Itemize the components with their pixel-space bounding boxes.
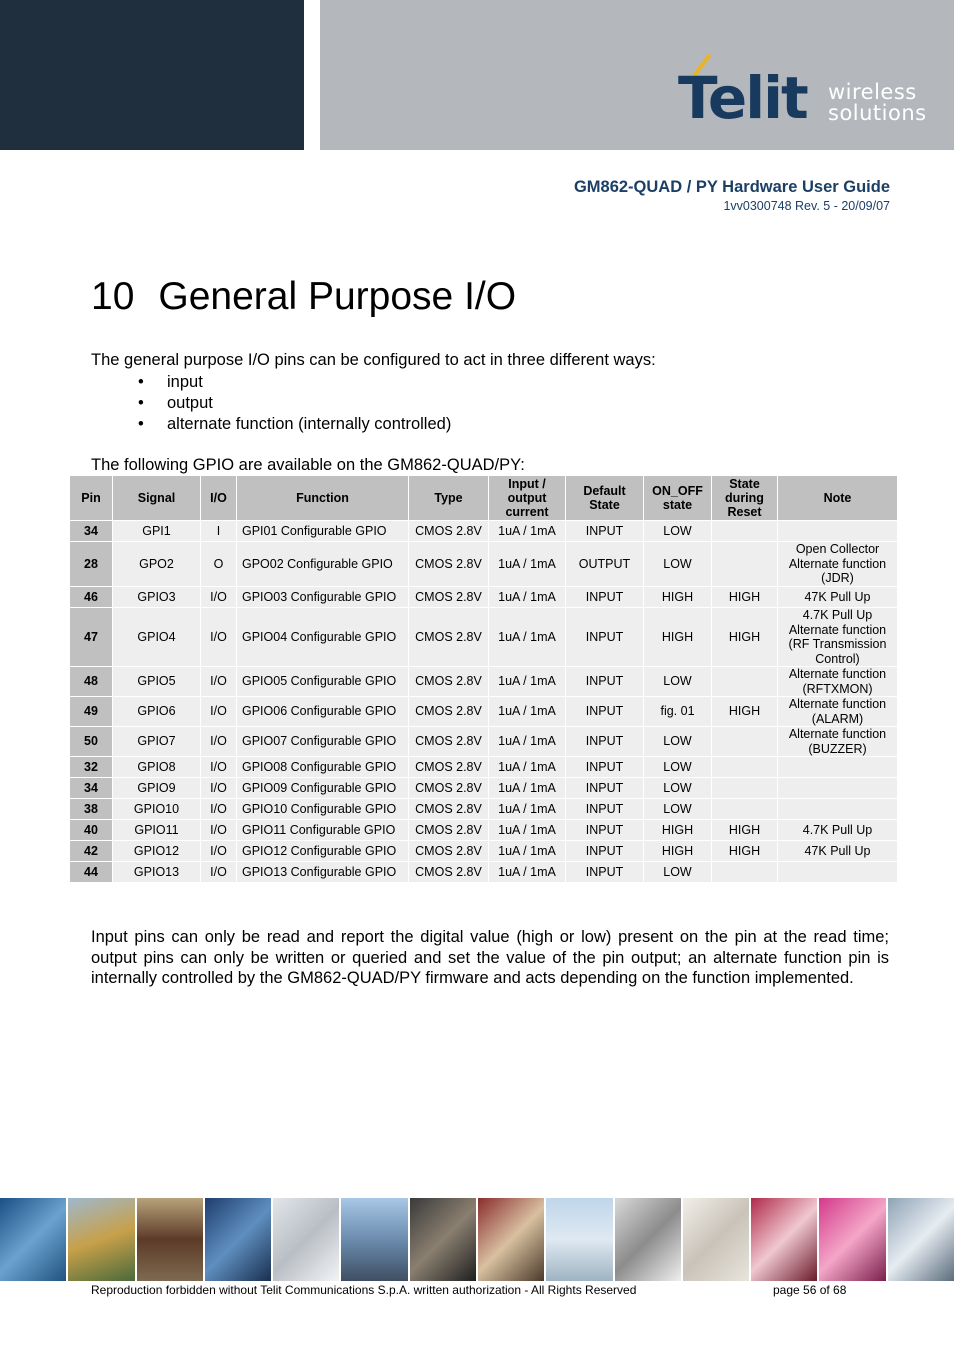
logo-tagline (828, 82, 927, 124)
io-cell: I/O (201, 862, 237, 883)
function-cell: GPIO06 Configurable GPIO (237, 697, 409, 727)
bullet-icon: • (138, 373, 144, 391)
type-cell: CMOS 2.8V (409, 587, 489, 608)
reset-state-cell (712, 542, 778, 587)
col-header-io: I/O (201, 476, 237, 521)
default-state-cell: INPUT (566, 667, 644, 697)
io-cell: I/O (201, 587, 237, 608)
io-cell: I/O (201, 799, 237, 820)
io-cell: I/O (201, 820, 237, 841)
col-header-current: Input / output current (489, 476, 566, 521)
default-state-cell: INPUT (566, 778, 644, 799)
footer-photo-strip (0, 1198, 954, 1281)
onoff-state-cell: LOW (644, 542, 712, 587)
io-cell: O (201, 542, 237, 587)
pin-cell: 44 (70, 862, 113, 883)
default-state-cell: INPUT (566, 757, 644, 778)
pin-cell: 40 (70, 820, 113, 841)
io-cell: I/O (201, 697, 237, 727)
onoff-state-cell: LOW (644, 799, 712, 820)
function-cell: GPO02 Configurable GPIO (237, 542, 409, 587)
onoff-state-cell: fig. 01 (644, 697, 712, 727)
reset-state-cell (712, 757, 778, 778)
io-cell: I/O (201, 778, 237, 799)
signal-cell: GPIO4 (113, 608, 201, 667)
col-header-pin: Pin (70, 476, 113, 521)
io-cell: I/O (201, 608, 237, 667)
col-header-signal: Signal (113, 476, 201, 521)
table-row (70, 841, 898, 862)
current-cell: 1uA / 1mA (489, 521, 566, 542)
logo-wordmark: Telit (678, 64, 807, 132)
type-cell: CMOS 2.8V (409, 608, 489, 667)
section-number: 10 (91, 275, 135, 318)
header-gray-panel (320, 0, 954, 150)
col-header-note: Note (778, 476, 898, 521)
function-cell: GPI01 Configurable GPIO (237, 521, 409, 542)
note-cell: 47K Pull Up (778, 587, 898, 608)
reset-state-cell (712, 799, 778, 820)
photo-tile (683, 1198, 749, 1281)
table-row (70, 757, 898, 778)
pin-cell: 42 (70, 841, 113, 862)
note-cell: 47K Pull Up (778, 841, 898, 862)
table-row (70, 697, 898, 727)
current-cell: 1uA / 1mA (489, 608, 566, 667)
note-cell (778, 757, 898, 778)
reset-state-cell (712, 862, 778, 883)
pin-cell: 50 (70, 727, 113, 757)
reset-state-cell (712, 667, 778, 697)
type-cell: CMOS 2.8V (409, 667, 489, 697)
type-cell: CMOS 2.8V (409, 778, 489, 799)
note-cell: Alternate function (ALARM) (778, 697, 898, 727)
type-cell: CMOS 2.8V (409, 727, 489, 757)
pin-cell: 34 (70, 778, 113, 799)
photo-tile (546, 1198, 612, 1281)
pin-cell: 48 (70, 667, 113, 697)
default-state-cell: INPUT (566, 820, 644, 841)
mode-list (138, 372, 451, 435)
onoff-state-cell: LOW (644, 521, 712, 542)
pin-cell: 28 (70, 542, 113, 587)
default-state-cell: INPUT (566, 727, 644, 757)
default-state-cell: OUTPUT (566, 542, 644, 587)
default-state-cell: INPUT (566, 862, 644, 883)
pin-cell: 32 (70, 757, 113, 778)
current-cell: 1uA / 1mA (489, 820, 566, 841)
io-cell: I/O (201, 727, 237, 757)
note-cell: 4.7K Pull Up Alternate function (RF Transmission Control) (778, 608, 898, 667)
onoff-state-cell: LOW (644, 757, 712, 778)
onoff-state-cell: HIGH (644, 841, 712, 862)
document-title: GM862-QUAD / PY Hardware User Guide (573, 178, 890, 196)
signal-cell: GPIO12 (113, 841, 201, 862)
note-cell: 4.7K Pull Up (778, 820, 898, 841)
onoff-state-cell: HIGH (644, 587, 712, 608)
signal-cell: GPO2 (113, 542, 201, 587)
table-row (70, 727, 898, 757)
reset-state-cell: HIGH (712, 697, 778, 727)
note-cell: Alternate function (RFTXMON) (778, 667, 898, 697)
section-title: General Purpose I/O (158, 275, 517, 318)
bullet-icon: • (138, 394, 144, 412)
table-row (70, 521, 898, 542)
table-header-row (70, 476, 898, 521)
photo-tile (0, 1198, 66, 1281)
photo-tile (341, 1198, 407, 1281)
onoff-state-cell: LOW (644, 862, 712, 883)
signal-cell: GPIO7 (113, 727, 201, 757)
type-cell: CMOS 2.8V (409, 820, 489, 841)
function-cell: GPIO13 Configurable GPIO (237, 862, 409, 883)
reset-state-cell (712, 521, 778, 542)
io-cell: I/O (201, 667, 237, 697)
document-revision: 1vv0300748 Rev. 5 - 20/09/07 (723, 199, 890, 213)
col-header-function: Function (237, 476, 409, 521)
io-cell: I (201, 521, 237, 542)
table-intro: The following GPIO are available on the GM862-QUAD/PY: (91, 456, 525, 474)
list-item: • alternate function (internally controlled) (138, 415, 452, 433)
function-cell: GPIO07 Configurable GPIO (237, 727, 409, 757)
function-cell: GPIO10 Configurable GPIO (237, 799, 409, 820)
table-row (70, 778, 898, 799)
photo-tile (205, 1198, 271, 1281)
table-row (70, 799, 898, 820)
photo-tile (410, 1198, 476, 1281)
current-cell: 1uA / 1mA (489, 587, 566, 608)
io-cell: I/O (201, 841, 237, 862)
table-row (70, 667, 898, 697)
table-row (70, 542, 898, 587)
photo-tile (478, 1198, 544, 1281)
current-cell: 1uA / 1mA (489, 542, 566, 587)
signal-cell: GPI1 (113, 521, 201, 542)
type-cell: CMOS 2.8V (409, 757, 489, 778)
type-cell: CMOS 2.8V (409, 841, 489, 862)
function-cell: GPIO11 Configurable GPIO (237, 820, 409, 841)
pin-cell: 49 (70, 697, 113, 727)
logo-tagline-line2: solutions (828, 101, 927, 125)
signal-cell: GPIO5 (113, 667, 201, 697)
default-state-cell: INPUT (566, 799, 644, 820)
type-cell: CMOS 2.8V (409, 697, 489, 727)
gpio-table-body (70, 521, 898, 883)
function-cell: GPIO04 Configurable GPIO (237, 608, 409, 667)
signal-cell: GPIO13 (113, 862, 201, 883)
default-state-cell: INPUT (566, 521, 644, 542)
note-cell (778, 778, 898, 799)
type-cell: CMOS 2.8V (409, 862, 489, 883)
photo-tile (615, 1198, 681, 1281)
note-cell: Alternate function (BUZZER) (778, 727, 898, 757)
reset-state-cell: HIGH (712, 841, 778, 862)
logo-tagline-line1: wireless (828, 80, 917, 104)
default-state-cell: INPUT (566, 587, 644, 608)
function-cell: GPIO03 Configurable GPIO (237, 587, 409, 608)
intro-paragraph: The general purpose I/O pins can be configured to act in three different ways: (91, 351, 656, 369)
pin-cell: 47 (70, 608, 113, 667)
type-cell: CMOS 2.8V (409, 542, 489, 587)
pin-cell: 46 (70, 587, 113, 608)
note-cell (778, 799, 898, 820)
onoff-state-cell: LOW (644, 778, 712, 799)
bullet-icon: • (138, 415, 144, 433)
current-cell: 1uA / 1mA (489, 862, 566, 883)
photo-tile (68, 1198, 134, 1281)
col-header-reset-state: State during Reset (712, 476, 778, 521)
signal-cell: GPIO11 (113, 820, 201, 841)
current-cell: 1uA / 1mA (489, 841, 566, 862)
photo-tile (273, 1198, 339, 1281)
default-state-cell: INPUT (566, 841, 644, 862)
note-cell (778, 521, 898, 542)
table-row (70, 587, 898, 608)
default-state-cell: INPUT (566, 697, 644, 727)
col-header-default-state: Default State (566, 476, 644, 521)
photo-tile (819, 1198, 885, 1281)
col-header-type: Type (409, 476, 489, 521)
list-item: • output (138, 394, 213, 412)
current-cell: 1uA / 1mA (489, 778, 566, 799)
reset-state-cell (712, 778, 778, 799)
current-cell: 1uA / 1mA (489, 697, 566, 727)
note-cell (778, 862, 898, 883)
current-cell: 1uA / 1mA (489, 667, 566, 697)
onoff-state-cell: LOW (644, 727, 712, 757)
page-number: page 56 of 68 (773, 1283, 847, 1297)
pin-cell: 34 (70, 521, 113, 542)
pin-cell: 38 (70, 799, 113, 820)
current-cell: 1uA / 1mA (489, 757, 566, 778)
table-row (70, 608, 898, 667)
reset-state-cell: HIGH (712, 608, 778, 667)
section-heading (91, 275, 516, 319)
function-cell: GPIO12 Configurable GPIO (237, 841, 409, 862)
type-cell: CMOS 2.8V (409, 521, 489, 542)
table-row (70, 820, 898, 841)
function-cell: GPIO08 Configurable GPIO (237, 757, 409, 778)
photo-tile (888, 1198, 954, 1281)
type-cell: CMOS 2.8V (409, 799, 489, 820)
current-cell: 1uA / 1mA (489, 727, 566, 757)
list-item: • input (138, 373, 203, 391)
footer-rights: Reproduction forbidden without Telit Communications S.p.A. written authorization - All Rights Reserved (91, 1283, 637, 1297)
table-row (70, 862, 898, 883)
reset-state-cell (712, 727, 778, 757)
function-cell: GPIO09 Configurable GPIO (237, 778, 409, 799)
col-header-onoff-state: ON_OFF state (644, 476, 712, 521)
reset-state-cell: HIGH (712, 587, 778, 608)
photo-tile (751, 1198, 817, 1281)
io-cell: I/O (201, 757, 237, 778)
signal-cell: GPIO9 (113, 778, 201, 799)
signal-cell: GPIO10 (113, 799, 201, 820)
function-cell: GPIO05 Configurable GPIO (237, 667, 409, 697)
note-cell: Open Collector Alternate function (JDR) (778, 542, 898, 587)
onoff-state-cell: HIGH (644, 820, 712, 841)
current-cell: 1uA / 1mA (489, 799, 566, 820)
signal-cell: GPIO8 (113, 757, 201, 778)
header-dark-panel (0, 0, 304, 150)
reset-state-cell: HIGH (712, 820, 778, 841)
gpio-description: Input pins can only be read and report the digital value (high or low) present on the pin at the read time; output pins can only be written or queried and set the value of the pin output; an alternate function pin is internally controlled by the GM862-QUAD/PY firmware and acts depending on the function implemented. (91, 928, 889, 987)
onoff-state-cell: HIGH (644, 608, 712, 667)
signal-cell: GPIO3 (113, 587, 201, 608)
gpio-table (69, 475, 898, 883)
photo-tile (137, 1198, 203, 1281)
signal-cell: GPIO6 (113, 697, 201, 727)
onoff-state-cell: LOW (644, 667, 712, 697)
default-state-cell: INPUT (566, 608, 644, 667)
